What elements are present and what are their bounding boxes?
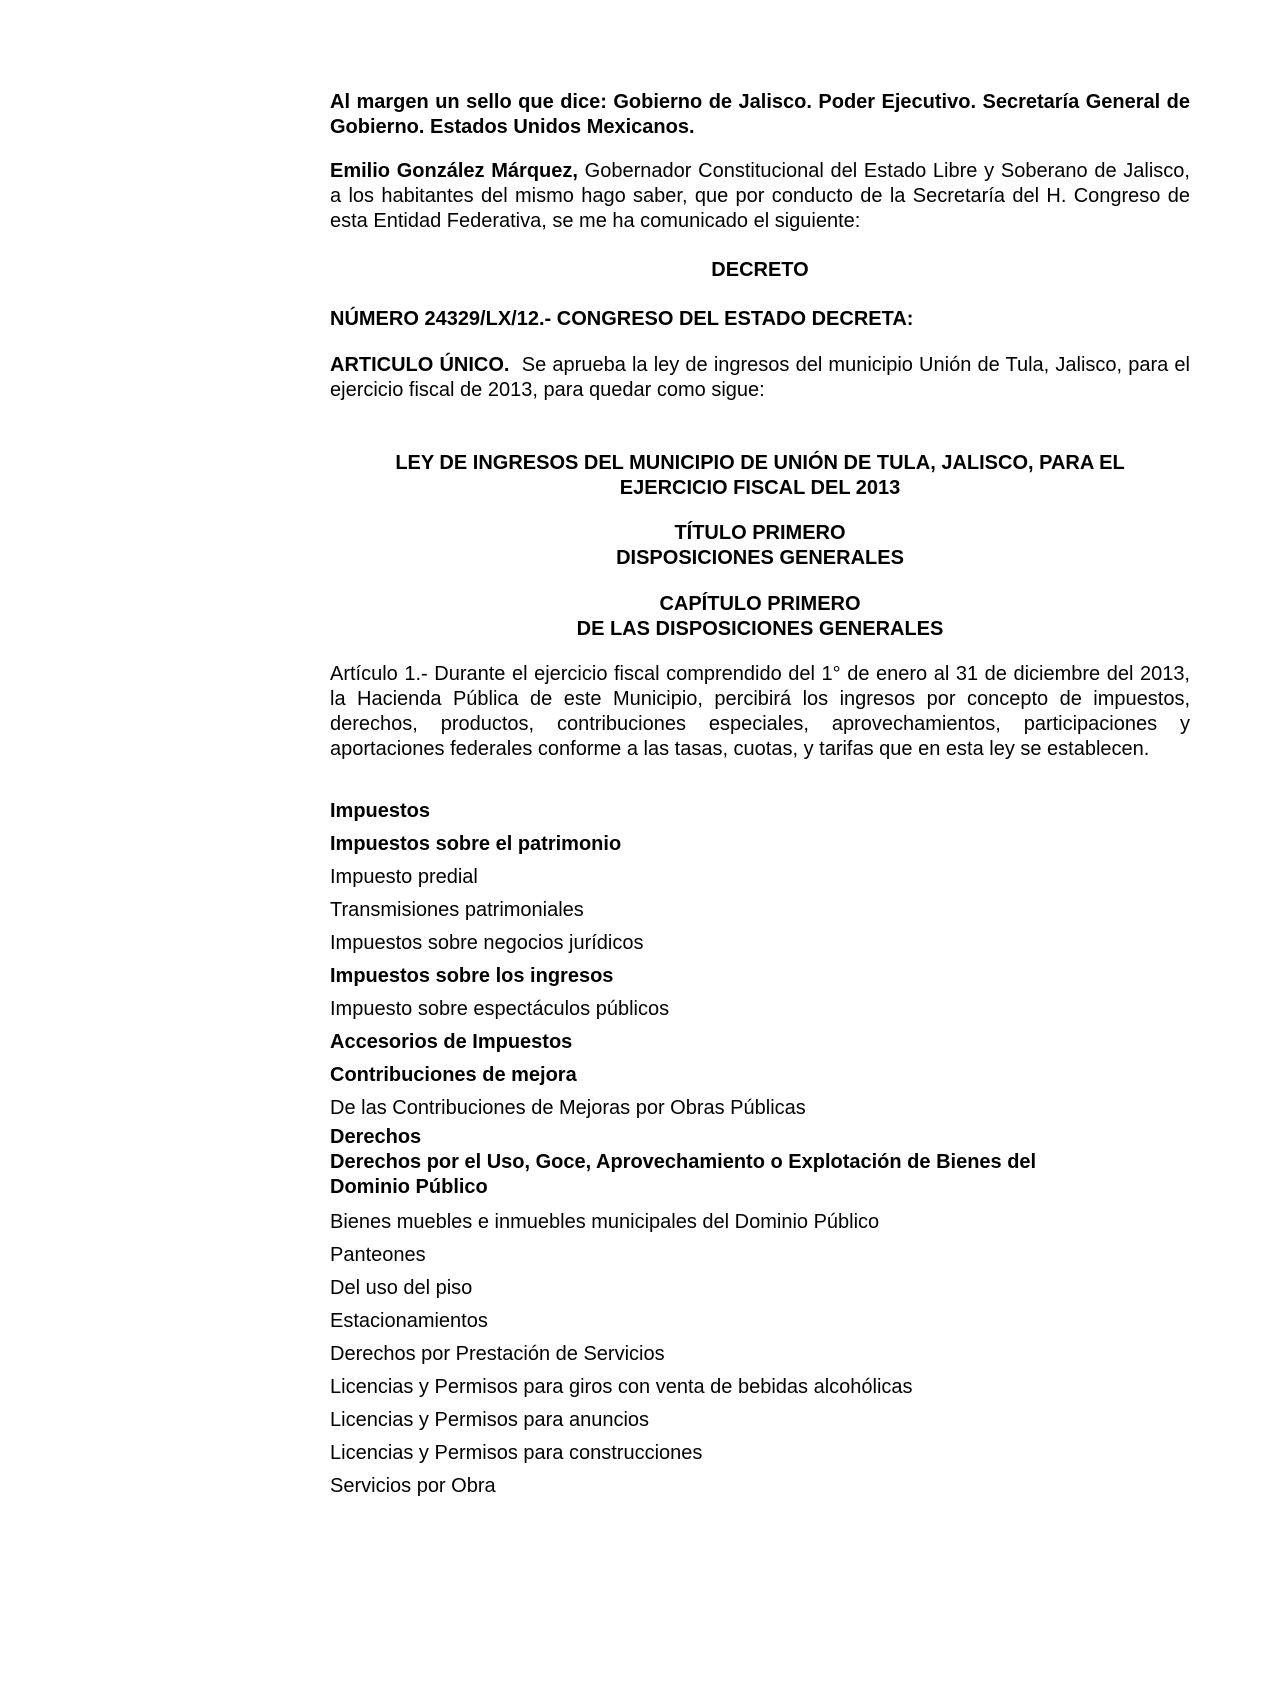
articulo-1: Artículo 1.- Durante el ejercicio fiscal comprendido del 1° de enero al 31 de diciembre del 2013, la Hacienda Pública de este Municipio, percibirá los ingresos por concepto de impuestos, derechos, productos, contribuciones especiales, aprovechamientos, participaciones y aportaciones federales conforme a las tasas, cuotas, y tarifas que en esta ley se establecen. bbox=[330, 663, 1190, 760]
ley-title-line1: LEY DE INGRESOS DEL MUNICIPIO DE UNIÓN DE TULA, JALISCO, PARA EL bbox=[395, 452, 1125, 474]
income-list bbox=[330, 795, 1190, 1503]
list-item: Impuestos bbox=[330, 800, 431, 822]
articulo-unico-text: Se aprueba la ley de ingresos del municipio Unión de Tula, Jalisco, para el ejercicio fiscal de 2013, para quedar como sigue: bbox=[330, 354, 1196, 401]
ley-title-line2: EJERCICIO FISCAL DEL 2013 bbox=[619, 477, 901, 499]
list-item: Del uso del piso bbox=[330, 1277, 473, 1299]
governor-name: Emilio González Márquez, bbox=[330, 160, 578, 182]
articulo-unico bbox=[330, 353, 1196, 403]
list-item: Transmisiones patrimoniales bbox=[330, 899, 584, 921]
titulo-heading bbox=[330, 521, 1190, 571]
decreto-heading: DECRETO bbox=[711, 259, 809, 281]
list-item: Impuestos sobre los ingresos bbox=[330, 965, 614, 987]
list-item: Estacionamientos bbox=[330, 1310, 488, 1332]
seal-note: Al margen un sello que dice: Gobierno de Jalisco. Poder Ejecutivo. Secretaría General de Gobierno. Estados Unidos Mexicanos. bbox=[330, 91, 1190, 138]
list-item: Licencias y Permisos para anuncios bbox=[330, 1409, 650, 1431]
list-item: De las Contribuciones de Mejoras por Obras Públicas bbox=[330, 1097, 806, 1119]
intro-paragraph bbox=[330, 159, 1190, 234]
list-item: Panteones bbox=[330, 1244, 426, 1266]
list-item: Derechos bbox=[330, 1126, 422, 1148]
capitulo-line1: CAPÍTULO PRIMERO bbox=[659, 593, 861, 615]
capitulo-heading bbox=[330, 592, 1190, 642]
list-item: Derechos por Prestación de Servicios bbox=[330, 1343, 665, 1365]
list-item: Derechos por el Uso, Goce, Aprovechamiento o Explotación de Bienes del Dominio Público bbox=[330, 1151, 1037, 1198]
list-item: Bienes muebles e inmuebles municipales del Dominio Público bbox=[330, 1211, 880, 1233]
list-item: Licencias y Permisos para construcciones bbox=[330, 1442, 703, 1464]
titulo-line1: TÍTULO PRIMERO bbox=[674, 522, 846, 544]
ley-title bbox=[330, 451, 1190, 501]
list-item: Impuesto sobre espectáculos públicos bbox=[330, 998, 670, 1020]
document-page bbox=[330, 90, 1196, 1503]
list-item: Contribuciones de mejora bbox=[330, 1064, 577, 1086]
list-item: Impuestos sobre negocios jurídicos bbox=[330, 932, 644, 954]
list-item: Impuestos sobre el patrimonio bbox=[330, 833, 622, 855]
decreto-number: NÚMERO 24329/LX/12.- CONGRESO DEL ESTADO DECRETA: bbox=[330, 308, 914, 330]
list-item: Servicios por Obra bbox=[330, 1475, 496, 1497]
list-item: Licencias y Permisos para giros con venta de bebidas alcohólicas bbox=[330, 1376, 913, 1398]
capitulo-line2: DE LAS DISPOSICIONES GENERALES bbox=[576, 618, 944, 640]
articulo-unico-label: ARTICULO ÚNICO. bbox=[330, 354, 510, 376]
list-item: Accesorios de Impuestos bbox=[330, 1031, 573, 1053]
titulo-line2: DISPOSICIONES GENERALES bbox=[616, 547, 904, 569]
intro-text: Gobernador Constitucional del Estado Libre y Soberano de Jalisco, a los habitantes del mismo hago saber, que por conducto de la Secretaría del H. Congreso de esta Entidad Federativa, se me ha comunicado el siguiente: bbox=[330, 160, 1190, 232]
list-item: Impuesto predial bbox=[330, 866, 478, 888]
